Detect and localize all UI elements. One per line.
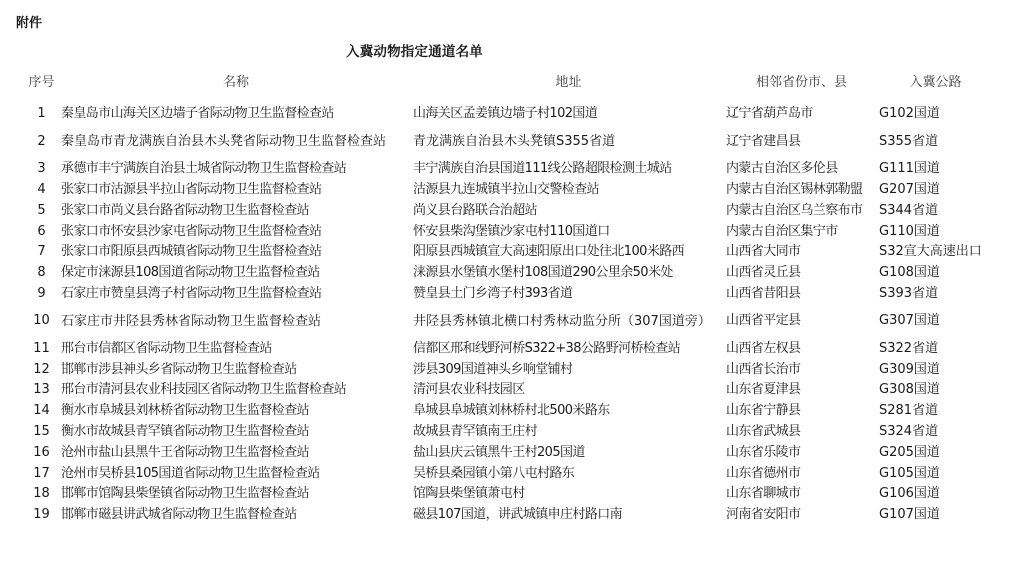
station-name: 沧州市吴桥县105国道省际动物卫生监督检查站: [61, 465, 320, 481]
station-name: 石家庄市井陉县秀林省际动物卫生监督检查站: [61, 313, 322, 329]
row-index: 7: [37, 244, 46, 260]
header-neighbor: 相邻省份市、县: [755, 75, 847, 90]
station-address: 盐山县庆云镇黑牛王村205国道: [413, 444, 585, 460]
station-name: 邢台市信都区省际动物卫生监督检查站: [61, 340, 272, 356]
table-row: [24, 463, 994, 484]
row-index: 2: [37, 133, 46, 149]
station-name: 张家口市阳原县西城镇省际动物卫生监督检查站: [61, 244, 322, 260]
entry-road: G309国道: [879, 361, 940, 377]
entry-road: G110国道: [879, 223, 940, 239]
station-address: 馆陶县柴堡镇萧屯村: [413, 486, 525, 502]
table-row: [24, 104, 994, 125]
station-address: 丰宁满族自治县国道111线公路超限检测土城站: [413, 161, 672, 177]
entry-road: S355省道: [879, 133, 939, 149]
station-address: 阜城县阜城镇刘林桥村北500米路东: [413, 403, 610, 419]
entry-road: G308国道: [879, 382, 940, 398]
row-index: 8: [37, 265, 46, 281]
channel-list-table: [24, 62, 994, 526]
row-index: 19: [33, 507, 50, 523]
station-address: 怀安县柴沟堡镇沙家屯村110国道口: [413, 223, 610, 239]
neighbor-region: 山东省乐陵市: [726, 444, 801, 460]
row-index: 3: [37, 161, 46, 177]
station-name: 衡水市故城县青罕镇省际动物卫生监督检查站: [61, 423, 310, 439]
row-index: 6: [37, 223, 46, 239]
neighbor-region: 山西省大同市: [726, 244, 801, 260]
entry-road: S393省道: [879, 285, 939, 301]
station-address: 山海关区孟姜镇边墙子村102国道: [413, 106, 598, 122]
table-row: [24, 505, 994, 526]
entry-road: G105国道: [879, 465, 940, 481]
header-road: 入冀公路: [909, 75, 962, 90]
neighbor-region: 内蒙古自治区锡林郭勒盟: [726, 181, 863, 197]
station-name: 张家口市怀安县沙家屯省际动物卫生监督检查站: [61, 223, 322, 239]
entry-road: S344省道: [879, 202, 939, 218]
station-name: 秦皇岛市青龙满族自治县木头凳省际动物卫生监督检查站: [61, 134, 387, 150]
entry-road: G106国道: [879, 486, 940, 502]
row-index: 14: [33, 403, 50, 419]
station-name: 邢台市清河县农业科技园区省际动物卫生监督检查站: [61, 382, 347, 398]
table-row: [24, 242, 994, 263]
row-index: 12: [33, 361, 50, 377]
table-row: [24, 221, 994, 242]
neighbor-region: 山西省平定县: [726, 313, 801, 329]
neighbor-region: 内蒙古自治区乌兰察布市: [726, 202, 863, 218]
document-title: 入冀动物指定通道名单: [346, 44, 483, 60]
neighbor-region: 山东省武城县: [726, 423, 801, 439]
row-index: 17: [33, 465, 50, 481]
entry-road: G107国道: [879, 507, 940, 523]
table-row: [24, 125, 994, 159]
neighbor-region: 山西省左权县: [726, 340, 801, 356]
row-index: 1: [37, 106, 46, 122]
row-index: 16: [33, 444, 50, 460]
row-index: 10: [33, 313, 50, 329]
station-address: 井陉县秀林镇北横口村秀林动监分所（307国道旁）: [413, 313, 711, 329]
station-name: 承德市丰宁满族自治县土城省际动物卫生监督检查站: [61, 161, 347, 177]
station-address: 赞皇县土门乡湾子村393省道: [413, 285, 573, 301]
table-row: [24, 263, 994, 284]
row-index: 4: [37, 181, 46, 197]
table-row: [24, 200, 994, 221]
table-row: [24, 359, 994, 380]
row-index: 18: [33, 486, 50, 502]
station-address: 清河县农业科技园区: [413, 382, 525, 398]
station-name: 秦皇岛市山海关区边墙子省际动物卫生监督检查站: [61, 106, 334, 122]
table-row: [24, 442, 994, 463]
entry-road: S281省道: [879, 403, 939, 419]
station-name: 张家口市沽源县半拉山省际动物卫生监督检查站: [61, 181, 322, 197]
station-name: 邯郸市馆陶县柴堡镇省际动物卫生监督检查站: [61, 486, 310, 502]
station-address: 沽源县九连城镇半拉山交警检查站: [413, 181, 600, 197]
row-index: 9: [37, 285, 46, 301]
neighbor-region: 内蒙古自治区集宁市: [726, 223, 838, 239]
station-name: 邯郸市磁县讲武城省际动物卫生监督检查站: [61, 507, 297, 523]
neighbor-region: 山东省聊城市: [726, 486, 801, 502]
header-address: 地址: [555, 75, 582, 90]
entry-road: G102国道: [879, 106, 940, 122]
station-name: 张家口市尚义县台路省际动物卫生监督检查站: [61, 202, 310, 218]
station-name: 衡水市阜城县刘林桥省际动物卫生监督检查站: [61, 403, 310, 419]
station-name: 沧州市盐山县黑牛王省际动物卫生监督检查站: [61, 444, 310, 460]
table-row: [24, 338, 994, 359]
entry-road: S324省道: [879, 423, 939, 439]
table-row: [24, 180, 994, 201]
table-row: [24, 401, 994, 422]
table-body: [24, 104, 994, 526]
station-address: 青龙满族自治县木头凳镇S355省道: [413, 134, 616, 150]
header-index: 序号: [28, 75, 55, 90]
station-name: 保定市涞源县108国道省际动物卫生监督检查站: [61, 265, 320, 281]
neighbor-region: 山东省夏津县: [726, 382, 801, 398]
station-name: 石家庄市赞皇县湾子村省际动物卫生监督检查站: [61, 285, 322, 301]
table-row: [24, 284, 994, 305]
neighbor-region: 山东省德州市: [726, 465, 801, 481]
station-address: 信都区邢和线野河桥S322+38公路野河桥检查站: [413, 340, 681, 356]
neighbor-region: 河南省安阳市: [726, 507, 801, 523]
row-index: 5: [37, 202, 46, 218]
row-index: 11: [33, 340, 50, 356]
table-row: [24, 484, 994, 505]
entry-road: G108国道: [879, 265, 940, 281]
table-header-row: [24, 62, 994, 104]
header-name: 名称: [222, 75, 249, 90]
row-index: 13: [33, 382, 50, 398]
neighbor-region: 山西省灵丘县: [726, 265, 801, 281]
table-row: [24, 422, 994, 443]
neighbor-region: 山西省长治市: [726, 361, 801, 377]
entry-road: G111国道: [879, 161, 940, 177]
entry-road: G207国道: [879, 181, 940, 197]
station-address: 涉县309国道神头乡响堂铺村: [413, 361, 573, 377]
entry-road: S322省道: [879, 340, 939, 356]
station-address: 磁县107国道，讲武城镇申庄村路口南: [413, 507, 623, 523]
neighbor-region: 辽宁省葫芦岛市: [726, 106, 813, 122]
neighbor-region: 山东省宁静县: [726, 403, 801, 419]
entry-road: S32宣大高速出口: [879, 244, 982, 260]
attachment-label: 附件: [16, 16, 43, 31]
neighbor-region: 内蒙古自治区多伦县: [726, 161, 838, 177]
entry-road: G205国道: [879, 444, 940, 460]
neighbor-region: 辽宁省建昌县: [726, 133, 801, 149]
station-address: 阳原县西城镇宣大高速阳原出口处往北100米路西: [413, 244, 685, 260]
neighbor-region: 山西省昔阳县: [726, 285, 801, 301]
table-row: [24, 159, 994, 180]
station-address: 涞源县水堡镇水堡村108国道290公里余50米处: [413, 265, 673, 281]
row-index: 15: [33, 423, 50, 439]
table-row: [24, 380, 994, 401]
station-address: 吴桥县桑园镇小第八屯村路东: [413, 465, 575, 481]
station-address: 尚义县台路联合治超站: [413, 202, 538, 218]
station-name: 邯郸市涉县神头乡省际动物卫生监督检查站: [61, 361, 297, 377]
table-row: [24, 304, 994, 338]
station-address: 故城县青罕镇南王庄村: [413, 423, 538, 439]
entry-road: G307国道: [879, 313, 940, 329]
